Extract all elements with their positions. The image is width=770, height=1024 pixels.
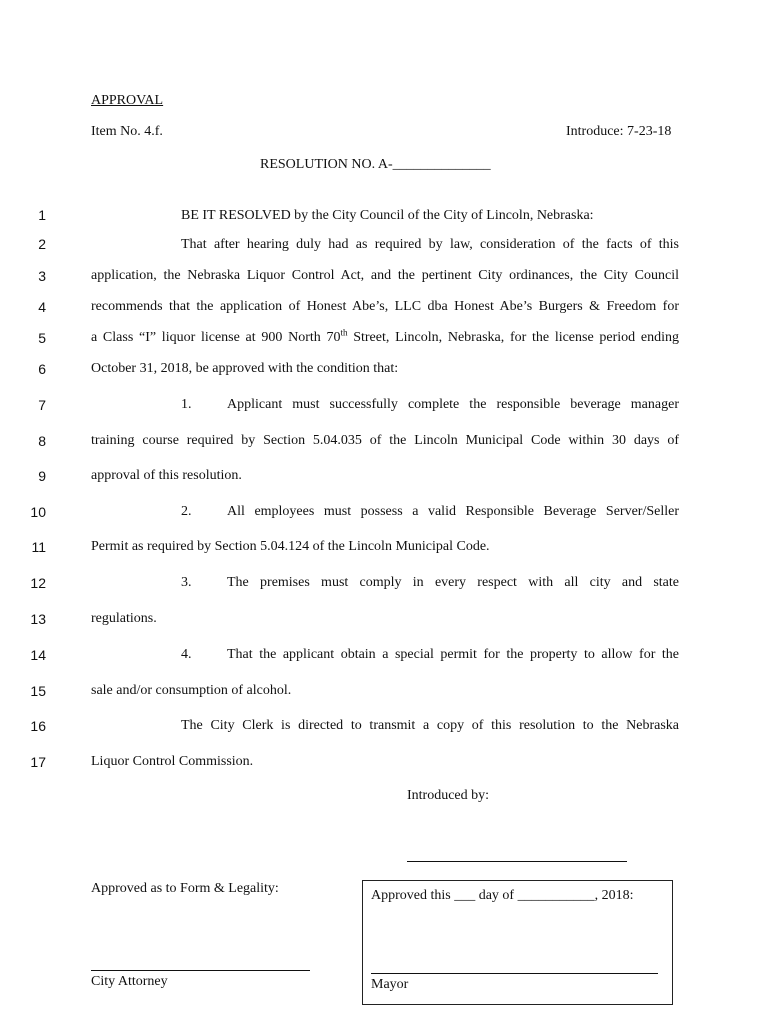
condition-text: Applicant must successfully complete the responsible beverage manager	[227, 397, 679, 412]
line-number: 2	[38, 236, 46, 252]
body-line: Liquor Control Commission.	[91, 754, 254, 769]
body-line: recommends that the application of Honest Abe’s, LLC dba Honest Abe’s Burgers & Freedom for	[91, 299, 679, 314]
condition-2	[181, 504, 679, 520]
body-line: application, the Nebraska Liquor Control Act, and the pertinent City ordinances, the City Council	[91, 268, 679, 283]
approved-form-label: Approved as to Form & Legality:	[91, 881, 279, 896]
condition-number: 3.	[181, 575, 192, 590]
line-number: 16	[30, 718, 46, 734]
line-number: 14	[30, 647, 46, 663]
body-line: The City Clerk is directed to transmit a copy of this resolution to the Nebraska	[181, 718, 679, 733]
attorney-signature-line	[91, 970, 310, 971]
body-line: regulations.	[91, 611, 157, 626]
condition-3	[181, 575, 679, 591]
body-line: approval of this resolution.	[91, 468, 242, 483]
condition-text: All employees must possess a valid Responsible Beverage Server/Seller	[227, 504, 679, 519]
line-number: 13	[30, 611, 46, 627]
mayor-approval-box	[362, 880, 673, 1005]
body-text: Street, Lincoln, Nebraska, for the license period ending	[347, 330, 679, 345]
body-line: training course required by Section 5.04.035 of the Lincoln Municipal Code within 30 days of	[91, 433, 679, 448]
city-attorney-label: City Attorney	[91, 974, 168, 989]
mayor-signature-line	[371, 973, 658, 974]
line-number: 11	[31, 539, 46, 555]
body-line: sale and/or consumption of alcohol.	[91, 683, 292, 698]
body-line: Permit as required by Section 5.04.124 of the Lincoln Municipal Code.	[91, 539, 490, 554]
introduce-date: Introduce: 7-23-18	[566, 124, 672, 139]
line-number: 5	[38, 330, 46, 346]
line-number: 10	[30, 504, 46, 520]
line-number: 1	[38, 207, 46, 223]
body-text: a Class “I” liquor license at 900 North 70	[91, 330, 341, 345]
line-number: 3	[38, 268, 46, 284]
item-number: Item No. 4.f.	[91, 124, 163, 139]
condition-number: 2.	[181, 504, 192, 519]
introduced-by-label: Introduced by:	[407, 788, 490, 803]
condition-number: 1.	[181, 397, 192, 412]
approval-heading: APPROVAL	[91, 93, 164, 108]
line-number: 8	[38, 433, 46, 449]
mayor-label: Mayor	[371, 977, 409, 992]
condition-1	[181, 397, 679, 413]
resolved-clause: BE IT RESOLVED by the City Council of the City of Lincoln, Nebraska:	[181, 208, 594, 223]
body-line: October 31, 2018, be approved with the condition that:	[91, 361, 399, 376]
resolution-number: RESOLUTION NO. A-______________	[260, 157, 491, 172]
line-number: 4	[38, 299, 46, 315]
condition-number: 4.	[181, 647, 192, 662]
line-number: 6	[38, 361, 46, 377]
approved-this-label: Approved this ___ day of ___________, 2018:	[371, 888, 634, 903]
line-number: 9	[38, 468, 46, 484]
body-line: That after hearing duly had as required by law, consideration of the facts of this	[181, 237, 679, 252]
line-number: 7	[38, 397, 46, 413]
introducer-signature-line	[407, 861, 627, 862]
condition-4	[181, 647, 679, 663]
body-line	[91, 327, 679, 346]
condition-text: The premises must comply in every respect with all city and state	[227, 575, 679, 590]
line-number: 15	[30, 683, 46, 699]
line-number: 17	[30, 754, 46, 770]
condition-text: That the applicant obtain a special permit for the property to allow for the	[227, 647, 679, 662]
superscript: th	[340, 327, 348, 338]
line-number: 12	[30, 575, 46, 591]
